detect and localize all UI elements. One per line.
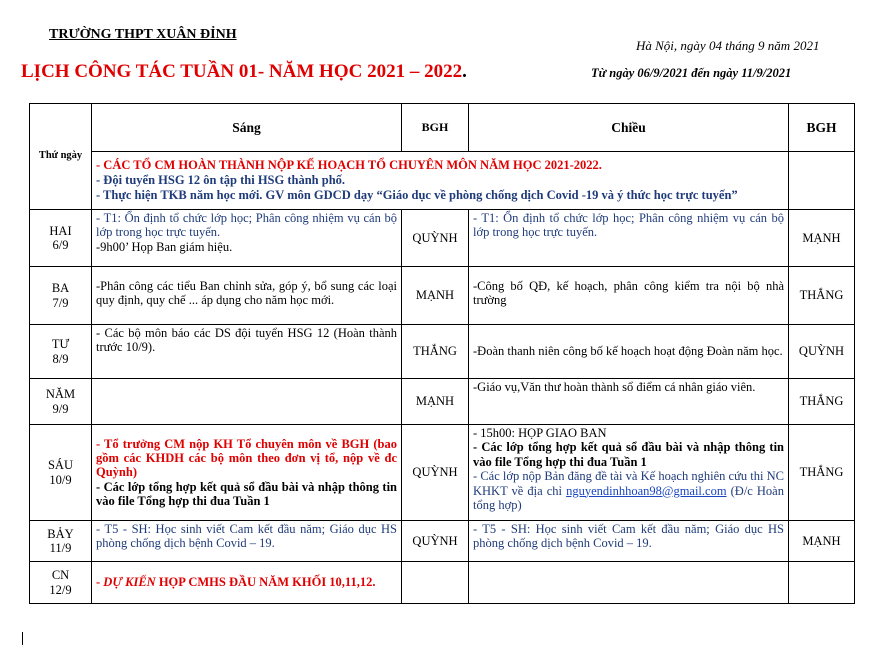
week-title <box>21 61 467 83</box>
task-text-part: DỰ KIẾN <box>103 575 156 590</box>
table-row <box>30 562 855 604</box>
task-text-part: (Đ/c Hoàn tổng hợp) <box>473 483 784 512</box>
task-text: -Công bố QĐ, kế hoạch, phân công kiểm tra nội bộ nhà trường <box>473 279 784 308</box>
morning-cell <box>92 325 402 379</box>
bgh-afternoon <box>789 562 855 604</box>
bgh-afternoon: QUỲNH <box>789 325 855 379</box>
task-text <box>473 469 784 512</box>
bgh-afternoon: THẮNG <box>789 379 855 425</box>
bgh-morning <box>402 562 469 604</box>
col-header-bgh-morning: BGH <box>402 104 469 152</box>
bgh-morning: QUỲNH <box>402 425 469 521</box>
task-text: - T1: Ổn định tổ chức lớp học; Phân công nhiệm vụ cán bộ lớp trong học trực tuyến. <box>96 211 397 240</box>
task-text-part: HỌP CMHS ĐẦU NĂM KHỐI 10,11,12. <box>155 575 376 590</box>
bgh-afternoon: MẠNH <box>789 210 855 267</box>
afternoon-cell <box>469 425 789 521</box>
week-title-text: LỊCH CÔNG TÁC TUẦN 01- NĂM HỌC 2021 – 2022 <box>21 61 463 82</box>
bgh-morning: QUỲNH <box>402 521 469 562</box>
date-range: Từ ngày 06/9/2021 đến ngày 11/9/2021 <box>591 66 792 80</box>
col-header-afternoon: Chiều <box>469 104 789 152</box>
day-name: BẢY <box>47 526 74 541</box>
task-text: - Các bộ môn báo các DS đội tuyển HSG 12 (Hoàn thành trước 10/9). <box>96 326 397 355</box>
day-date: 9/9 <box>52 401 69 416</box>
bgh-afternoon: THẮNG <box>789 425 855 521</box>
task-text: - Các lớp tổng hợp kết quả sổ đầu bài và nhập thông tin vào file Tổng hợp thi đua Tuần 1 <box>473 440 784 469</box>
task-text: - T1: Ổn định tổ chức lớp học; Phân công nhiệm vụ cán bộ lớp trong học trực tuyến. <box>473 211 784 240</box>
day-cell <box>30 562 92 604</box>
morning-cell <box>92 210 402 267</box>
day-cell <box>30 325 92 379</box>
bgh-morning: THẮNG <box>402 325 469 379</box>
table-row <box>30 325 855 379</box>
bgh-morning: MẠNH <box>402 267 469 325</box>
afternoon-cell <box>469 210 789 267</box>
task-text: - T5 - SH: Học sinh viết Cam kết đầu năm; Giáo dục HS phòng chống dịch bệnh Covid – 19. <box>96 522 397 551</box>
table-row <box>30 521 855 562</box>
task-text: - 15h00: HỌP GIAO BAN <box>473 426 607 440</box>
afternoon-cell <box>469 379 789 425</box>
morning-cell <box>92 379 402 425</box>
day-date: 6/9 <box>52 238 69 252</box>
day-name: SÁU <box>47 458 73 473</box>
bgh-morning: QUỲNH <box>402 210 469 267</box>
day-cell <box>30 267 92 325</box>
morning-cell <box>92 425 402 521</box>
col-header-bgh-afternoon: BGH <box>789 104 855 152</box>
day-date: 10/9 <box>49 472 72 487</box>
day-date: 7/9 <box>52 295 69 310</box>
afternoon-cell <box>469 267 789 325</box>
bgh-morning: MẠNH <box>402 379 469 425</box>
day-name: TƯ <box>51 337 70 352</box>
day-name: CN <box>51 568 70 583</box>
afternoon-cell <box>469 562 789 604</box>
afternoon-cell <box>469 521 789 562</box>
day-date: 11/9 <box>49 541 72 555</box>
day-cell <box>30 521 92 562</box>
task-text: - Tổ trưởng CM nộp KH Tổ chuyên môn về BGH (bao gồm các KHDH các bộ môn theo đơn vị tổ, nộp về đc Quỳnh) <box>96 436 397 480</box>
note-line-2: - Đội tuyển HSG 12 ôn tập thi HSG thành phố. <box>96 173 346 187</box>
table-row <box>30 267 855 325</box>
task-text-part: - <box>96 575 104 590</box>
day-cell <box>30 379 92 425</box>
general-notes <box>92 152 789 210</box>
day-date: 8/9 <box>52 351 69 366</box>
school-name: TRƯỜNG THPT XUÂN ĐỈNH <box>49 27 237 42</box>
task-text: -9h00’ Họp Ban giám hiệu. <box>96 239 233 254</box>
table-row <box>30 425 855 521</box>
task-text: -Phân công các tiểu Ban chỉnh sửa, góp ý, bổ sung các loại quy định, quy chế ... áp dụng cho năm học mới. <box>96 279 397 308</box>
header-row <box>30 104 855 152</box>
week-title-end: . <box>462 61 467 82</box>
note-line-1: - CÁC TỔ CM HOÀN THÀNH NỘP KẾ HOẠCH TỔ CHUYÊN MÔN NĂM HỌC 2021-2022. <box>96 158 602 172</box>
morning-cell <box>92 562 402 604</box>
bgh-afternoon: MẠNH <box>789 521 855 562</box>
day-name: NĂM <box>45 387 76 402</box>
day-date: 12/9 <box>49 582 72 597</box>
task-text: -Giáo vụ,Văn thư hoàn thành sổ điểm cá nhân giáo viên. <box>473 380 756 394</box>
morning-cell <box>92 521 402 562</box>
day-name: HAI <box>49 223 72 238</box>
bgh-afternoon: THẮNG <box>789 267 855 325</box>
text-cursor <box>22 632 23 645</box>
task-text: -Đoàn thanh niên công bố kế hoạch hoạt động Đoàn năm học. <box>473 344 783 359</box>
note-line-3: - Thực hiện TKB năm học mới. GV môn GDCD dạy “Giáo dục về phòng chống dịch Covid -19 và ý thức học trực tuyến” <box>96 188 738 202</box>
task-text: - Các lớp tổng hợp kết quả sổ đầu bài và nhập thông tin vào file Tổng hợp thi đua Tuần 1 <box>96 479 397 509</box>
morning-cell <box>92 267 402 325</box>
schedule-table <box>29 103 855 604</box>
day-cell <box>30 425 92 521</box>
table-row <box>30 379 855 425</box>
notes-empty-cell <box>789 152 855 210</box>
day-name: BA <box>51 281 70 296</box>
email-link[interactable]: nguyendinhhoan98@gmail.com <box>566 483 727 498</box>
task-text-part: - Các lớp nộp Bản đăng đề tài và Kế hoạch nghiên cứu thi NC KHKT về địa chỉ <box>473 469 784 498</box>
col-header-day: Thứ ngày <box>30 104 92 210</box>
afternoon-cell <box>469 325 789 379</box>
notes-row <box>30 152 855 210</box>
day-cell <box>30 210 92 267</box>
place-date: Hà Nội, ngày 04 tháng 9 năm 2021 <box>636 38 820 53</box>
col-header-morning: Sáng <box>92 104 402 152</box>
table-row <box>30 210 855 267</box>
task-text: - T5 - SH: Học sinh viết Cam kết đầu năm; Giáo dục HS phòng chống dịch bệnh Covid – 19. <box>473 522 784 551</box>
